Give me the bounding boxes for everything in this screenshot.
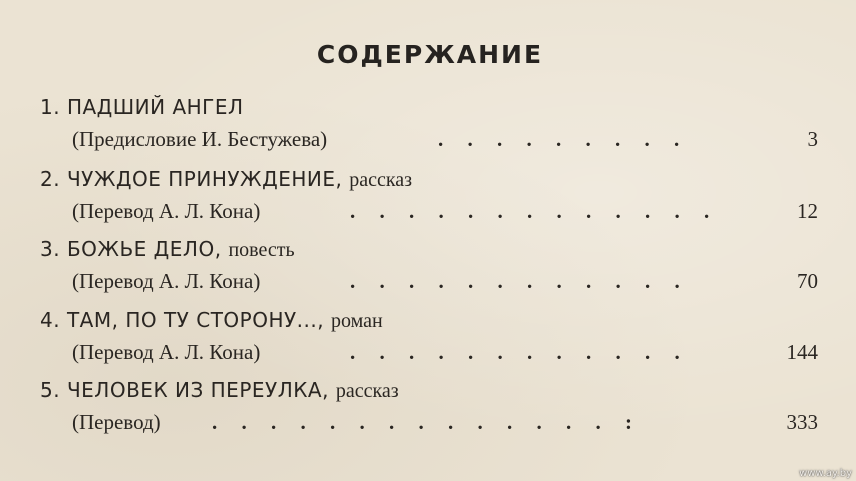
- toc-entry-page: 144: [786, 340, 818, 364]
- toc-entry-title: ЧУЖДОЕ ПРИНУЖДЕНИЕ,: [66, 167, 343, 191]
- toc-entry-number: 4.: [40, 308, 61, 332]
- watermark: www.ay.by: [799, 468, 852, 479]
- toc-entry-genre: повесть: [228, 239, 295, 261]
- toc-entry-number: 1.: [40, 95, 61, 119]
- toc-entry-title: ПАДШИЙ АНГЕЛ: [66, 95, 244, 119]
- toc-entry-genre: рассказ: [335, 380, 399, 402]
- toc-entry-title: ТАМ, ПО ТУ СТОРОНУ...,: [66, 308, 325, 332]
- toc-entry-subtitle: (Перевод А. Л. Кона): [72, 340, 261, 364]
- toc-entry-title-line: [40, 308, 383, 333]
- toc-entry-leader: . . . . . . . . . . . . .: [350, 199, 710, 223]
- toc-entry-number: 2.: [40, 167, 61, 191]
- toc-entry-page: 12: [797, 199, 818, 223]
- toc-entry-page: 333: [786, 410, 818, 434]
- toc-entry-number: 5.: [40, 378, 61, 402]
- page-title: СОДЕРЖАНИЕ: [316, 40, 544, 69]
- toc-entry-subtitle: (Предисловие И. Бестужева): [72, 127, 328, 151]
- toc-entry-page: 3: [807, 127, 818, 151]
- toc-entry-title-line: [40, 237, 295, 262]
- toc-entry-leader: . . . . . . . . . . . .: [350, 269, 680, 293]
- toc-entry-genre: роман: [330, 310, 383, 332]
- toc-entry-subtitle: (Перевод А. Л. Кона): [72, 269, 261, 293]
- toc-entry-genre: рассказ: [349, 169, 413, 191]
- toc-entry-page: 70: [797, 269, 818, 293]
- toc-entry-leader: . . . . . . . . .: [438, 127, 680, 151]
- toc-entry-title-line: [40, 95, 244, 120]
- toc-entry-number: 3.: [40, 237, 61, 261]
- toc-entry-title: ЧЕЛОВЕК ИЗ ПЕРЕУЛКА,: [66, 378, 329, 402]
- toc-entry-title: БОЖЬЕ ДЕЛО,: [66, 237, 222, 261]
- toc-entry-leader: . . . . . . . . . . . .: [350, 340, 680, 364]
- toc-entry-leader: . . . . . . . . . . . . . . :: [212, 410, 632, 434]
- toc-entry-subtitle: (Перевод): [72, 410, 161, 434]
- toc-entry-title-line: [40, 167, 412, 192]
- toc-entry-title-line: [40, 378, 399, 403]
- toc-entry-subtitle: (Перевод А. Л. Кона): [72, 199, 261, 223]
